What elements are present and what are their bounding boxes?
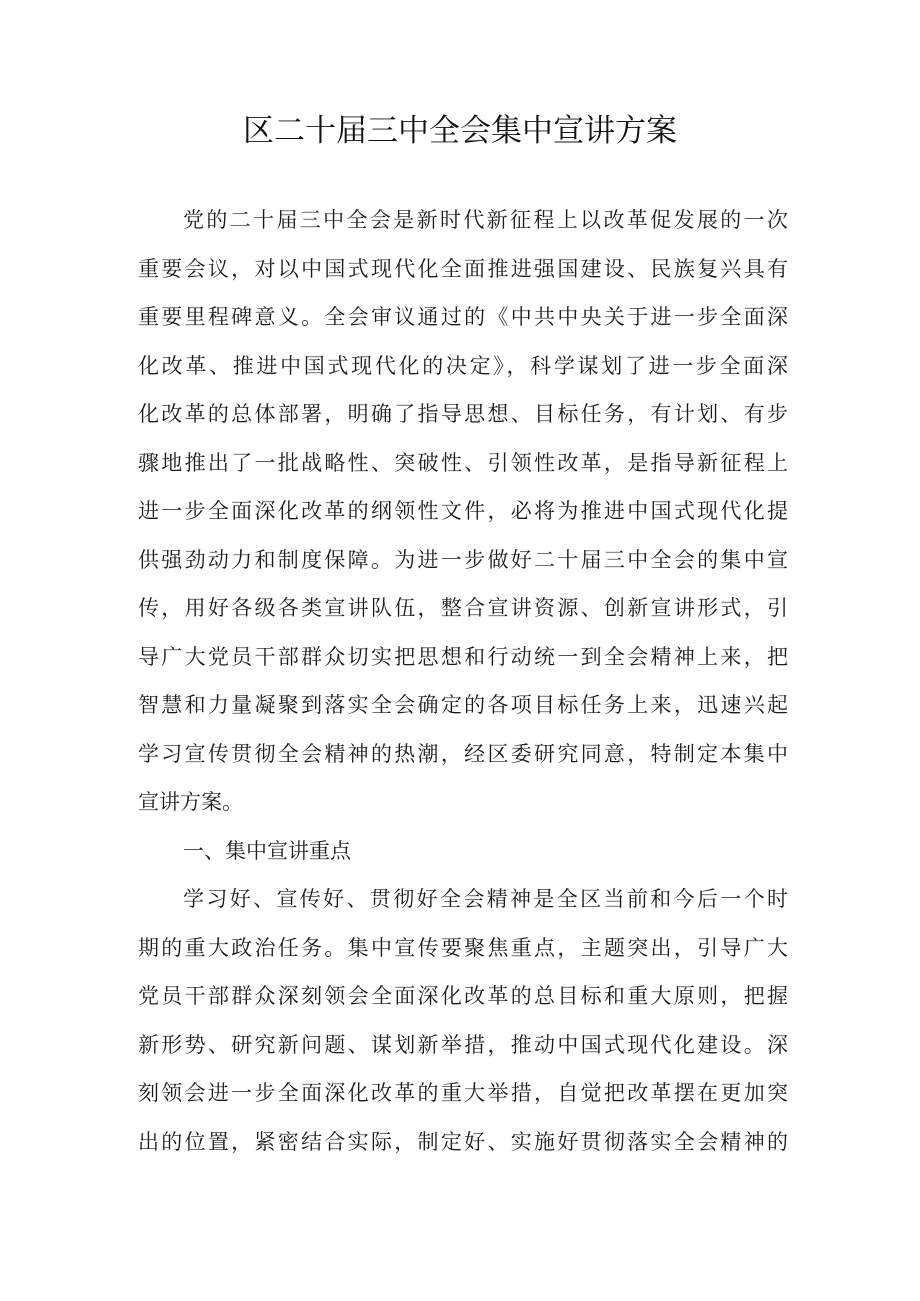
paragraph-line: 党的二十届三中全会是新时代新征程上以改革促发展的一次 <box>183 208 788 232</box>
paragraph-line: 新形势、研究新问题、谋划新举措，推动中国式现代化建设。深 <box>138 1032 788 1057</box>
paragraph-line: 传，用好各级各类宣讲队伍，整合宣讲资源、创新宣讲形式，引 <box>138 596 788 620</box>
paragraph-line: 期的重大政治任务。集中宣传要聚焦重点，主题突出，引导广大 <box>138 935 788 960</box>
paragraph-line: 导广大党员干部群众切实把思想和行动统一到全会精神上来，把 <box>138 644 788 669</box>
paragraph-line: 刻领会进一步全面深化改革的重大举措，自觉把改革摆在更加突 <box>138 1081 788 1105</box>
paragraph-line: 进一步全面深化改革的纲领性文件，必将为推进中国式现代化提 <box>138 499 788 523</box>
document-title: 区二十届三中全会集中宣讲方案 <box>243 113 677 149</box>
paragraph-line: 化改革的总体部署，明确了指导思想、目标任务，有计划、有步 <box>138 402 788 426</box>
paragraph-line: 重要里程碑意义。全会审议通过的《中共中央关于进一步全面深 <box>138 305 788 329</box>
section-heading: 一、集中宣讲重点 <box>183 838 351 863</box>
paragraph-line: 智慧和力量凝聚到落实全会确定的各项目标任务上来，迅速兴起 <box>138 693 788 717</box>
paragraph-line: 出的位置，紧密结合实际，制定好、实施好贯彻落实全会精神的 <box>138 1129 788 1154</box>
paragraph-line: 宣讲方案。 <box>138 790 243 814</box>
paragraph-line: 重要会议，对以中国式现代化全面推进强国建设、民族复兴具有 <box>138 256 788 281</box>
paragraph-line: 学习好、宣传好、贯彻好全会精神是全区当前和今后一个时 <box>183 887 788 911</box>
paragraph-line: 学习宣传贯彻全会精神的热潮，经区委研究同意，特制定本集中 <box>138 741 788 766</box>
paragraph-line: 供强劲动力和制度保障。为进一步做好二十届三中全会的集中宣 <box>138 547 788 572</box>
paragraph-line: 骤地推出了一批战略性、突破性、引领性改革，是指导新征程上 <box>138 450 788 475</box>
paragraph-line: 化改革、推进中国式现代化的决定》，科学谋划了进一步全面深 <box>138 353 788 378</box>
paragraph-line: 党员干部群众深刻领会全面深化改革的总目标和重大原则，把握 <box>138 984 788 1008</box>
